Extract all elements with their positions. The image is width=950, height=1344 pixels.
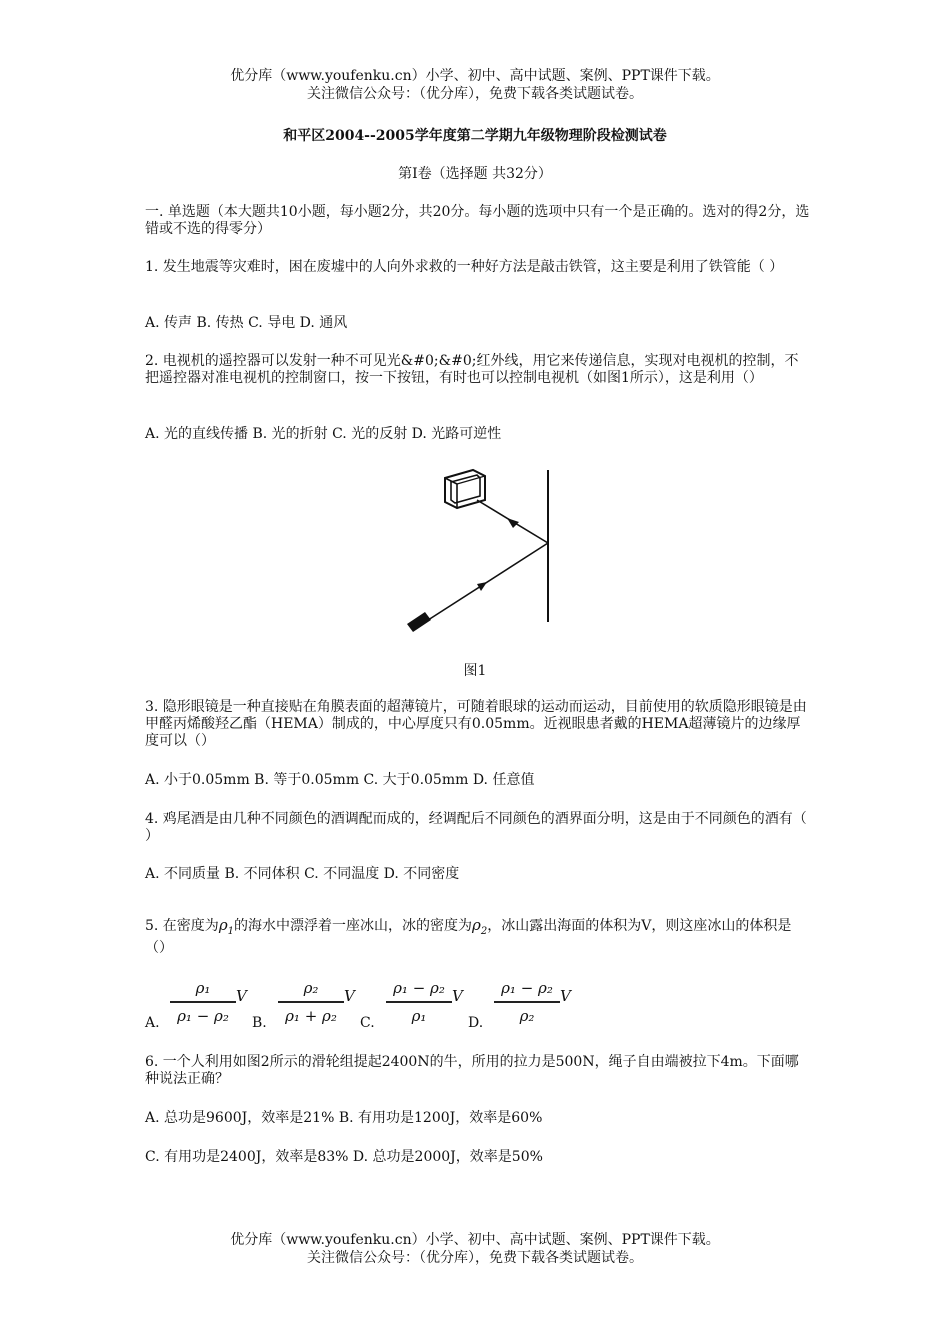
instructions: 一. 单选题（本大题共10小题，每小题2分，共20分。每小题的选项中只有一个是正确的。选对的得2分，选错或不选的得零分） [145, 204, 810, 237]
option-b-fraction: ρ₂ ρ₁ + ρ₂ [278, 979, 344, 1029]
footer-line-1: 优分库（www.youfenku.cn）小学、初中、高中试题、案例、PPT课件下载。 [230, 1232, 720, 1248]
question-4-options: A. 不同质量 B. 不同体积 C. 不同温度 D. 不同密度 [145, 866, 460, 882]
question-6-options-2: C. 有用功是2400J，效率是83% D. 总功是2000J，效率是50% [145, 1149, 543, 1165]
option-b-v: V [344, 987, 355, 1005]
exam-title: 和平区2004--2005学年度第二学期九年级物理阶段检测试卷 [283, 128, 667, 144]
question-1-options: A. 传声 B. 传热 C. 导电 D. 通风 [145, 315, 348, 331]
question-6-stem: 6. 一个人利用如图2所示的滑轮组提起2400N的牛，所用的拉力是500N，绳子自由端被拉下4m。下面哪种说法正确？ [145, 1054, 799, 1087]
tv-icon [445, 470, 485, 508]
question-3-stem: 3. 隐形眼镜是一种直接贴在角膜表面的超薄镜片，可随着眼球的运动而运动，目前使用的软质隐形眼镜是由甲醛丙烯酸羟乙酯（HEMA）制成的，中心厚度只有0.05mm。近视眼患者戴的HEMA超薄镜片的边缘厚度可以（） [145, 699, 807, 749]
option-c-letter: C. [360, 1015, 375, 1031]
reflected-ray-arrow [507, 518, 519, 528]
option-b-letter: B. [252, 1015, 267, 1031]
question-1-stem: 1. 发生地震等灾难时，困在废墟中的人向外求救的一种好方法是敲击铁管，这主要是利用了铁管能（ ） [145, 259, 784, 275]
question-6-options-1: A. 总功是9600J，效率是21% B. 有用功是1200J，效率是60% [145, 1110, 543, 1126]
option-a-fraction: ρ₁ ρ₁ − ρ₂ [170, 979, 236, 1029]
question-5-stem-c: ，冰山露出海面的体积为V，则这座冰山的体积是（） [145, 918, 792, 956]
option-a-v: V [236, 987, 247, 1005]
rho2-symbol: $\rho_2$ [472, 916, 488, 937]
option-d-fraction: ρ₁ − ρ₂ ρ₂ [494, 979, 560, 1029]
figure-1-caption: 图1 [463, 663, 487, 679]
option-d-v: V [560, 987, 571, 1005]
option-d-letter: D. [468, 1015, 484, 1031]
header-line-2: 关注微信公众号：（优分库），免费下载各类试题试卷。 [307, 86, 643, 102]
footer-line-2: 关注微信公众号：（优分库），免费下载各类试题试卷。 [307, 1250, 643, 1266]
question-5-stem-a: 5. 在密度为 [145, 918, 219, 934]
question-5-stem [145, 917, 810, 957]
option-a-letter: A. [145, 1015, 160, 1031]
question-2-stem: 2. 电视机的遥控器可以发射一种不可见光&#0;&#0;红外线，用它来传递信息，实现对电视机的控制，不把遥控器对准电视机的控制窗口，按一下按钮，有时也可以控制电视机（如图1所示），这是利用（） [145, 353, 799, 386]
rho1-symbol: $\rho_1$ [218, 916, 235, 937]
remote-control-icon [407, 612, 431, 632]
header-line-1: 优分库（www.youfenku.cn）小学、初中、高中试题、案例、PPT课件下载。 [230, 68, 720, 84]
question-3-options: A. 小于0.05mm B. 等于0.05mm C. 大于0.05mm D. 任意值 [145, 772, 535, 788]
option-c-fraction: ρ₁ − ρ₂ ρ₁ [386, 979, 452, 1029]
question-5-options [145, 975, 585, 1035]
section-title: 第Ⅰ卷（选择题 共32分） [398, 166, 552, 182]
question-4-stem: 4. 鸡尾酒是由几种不同颜色的酒调配而成的，经调配后不同颜色的酒界面分明，这是由于不同颜色的酒有（ ） [145, 811, 807, 844]
question-2-options: A. 光的直线传播 B. 光的折射 C. 光的反射 D. 光路可逆性 [145, 426, 502, 442]
incident-ray-arrow [477, 582, 487, 591]
figure-1-diagram [395, 460, 565, 640]
option-c-v: V [452, 987, 463, 1005]
question-5-stem-b: 的海水中漂浮着一座冰山，冰的密度为 [234, 918, 473, 934]
